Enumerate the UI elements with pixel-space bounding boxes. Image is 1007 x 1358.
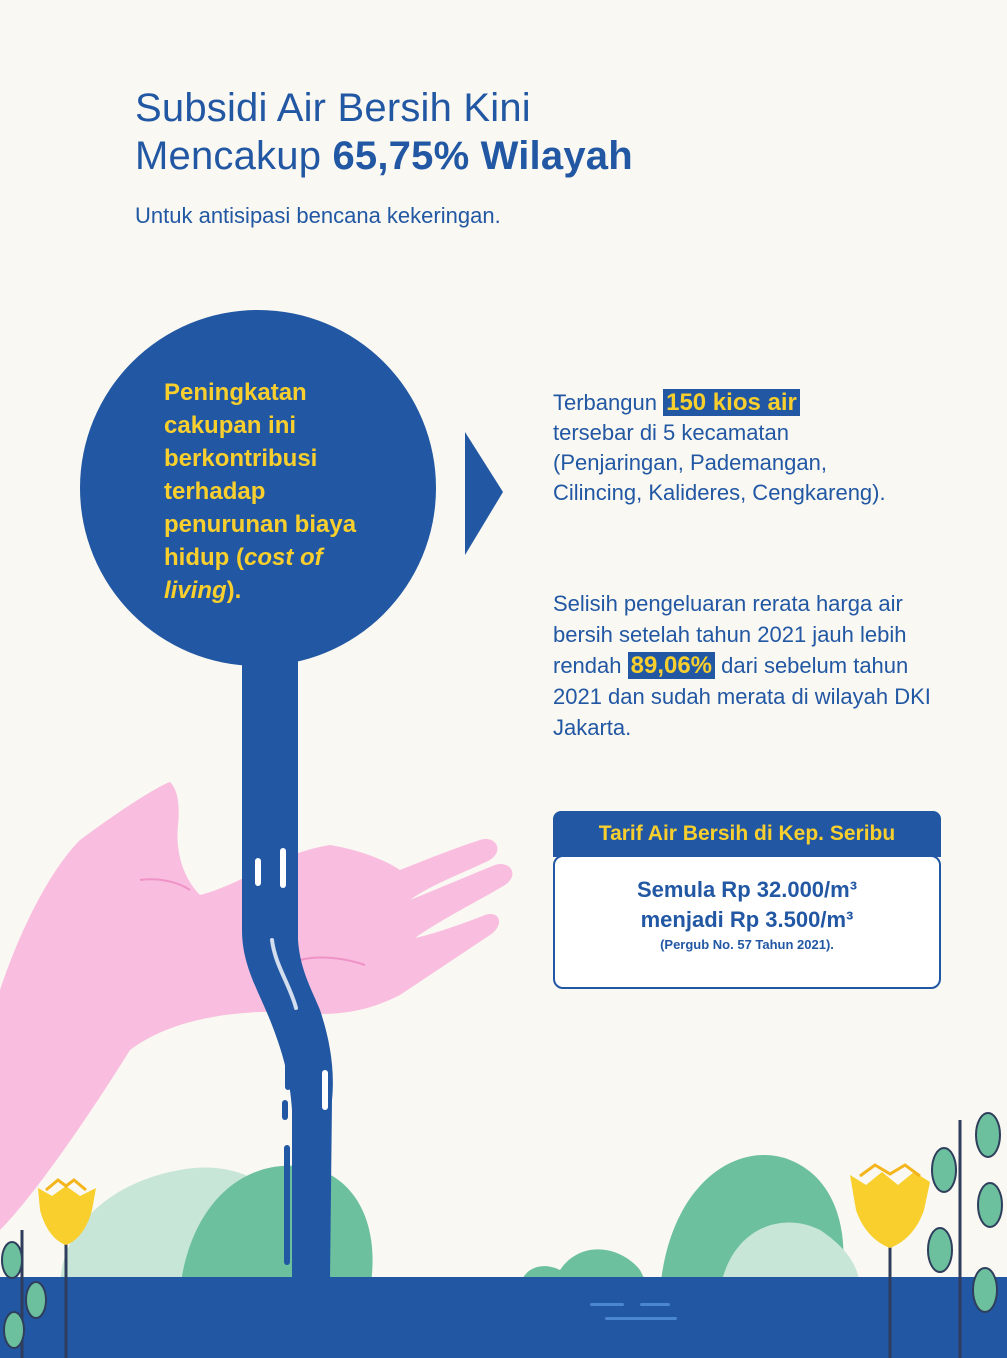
kios-prefix: Terbangun <box>553 390 664 415</box>
selisih-highlight: 89,06% <box>628 652 715 679</box>
tarif-body <box>553 855 941 989</box>
tarif-line-2: menjadi Rp 3.500/m³ <box>640 907 854 932</box>
selisih-paragraph <box>553 588 963 743</box>
selisih-rest: dari sebelum tahun 2021 dan sudah merata di wilayah DKI Jakarta. <box>553 653 931 740</box>
circle-text-italic: cost of living <box>164 544 323 604</box>
circle-text <box>164 376 394 607</box>
water-ground <box>0 1277 1007 1358</box>
tarif-reference: (Pergub No. 57 Tahun 2021). <box>660 937 834 952</box>
title-line-2-prefix: Mencakup <box>135 134 333 178</box>
circle-paren-close: ). <box>226 577 242 604</box>
kios-rest: tersebar di 5 kecamatan (Penjaringan, Pademangan, Cilincing, Kalideres, Cengkareng). <box>553 420 886 505</box>
tarif-line-1: Semula Rp 32.000/m³ <box>636 877 858 902</box>
arrow-right-icon <box>465 432 503 555</box>
bush-center-icon <box>520 1155 860 1290</box>
circle-text-main: Peningkatan cakupan ini berkontribusi terhadap penurunan biaya hidup <box>164 379 357 571</box>
selisih-prefix: Selisih pengeluaran rerata harga air bersih setelah tahun 2021 jauh lebih rendah <box>553 591 907 678</box>
tarif-header: Tarif Air Bersih di Kep. Seribu <box>553 811 941 857</box>
title-line-2-bold: 65,75% Wilayah <box>332 134 633 178</box>
tarif-box <box>553 811 941 989</box>
title-line-1: Subsidi Air Bersih Kini <box>135 86 531 130</box>
kios-paragraph <box>553 388 953 508</box>
circle-paren-open: ( <box>235 544 244 571</box>
page-subtitle: Untuk antisipasi bencana kekeringan. <box>135 203 501 228</box>
kios-highlight: 150 kios air <box>663 389 800 416</box>
